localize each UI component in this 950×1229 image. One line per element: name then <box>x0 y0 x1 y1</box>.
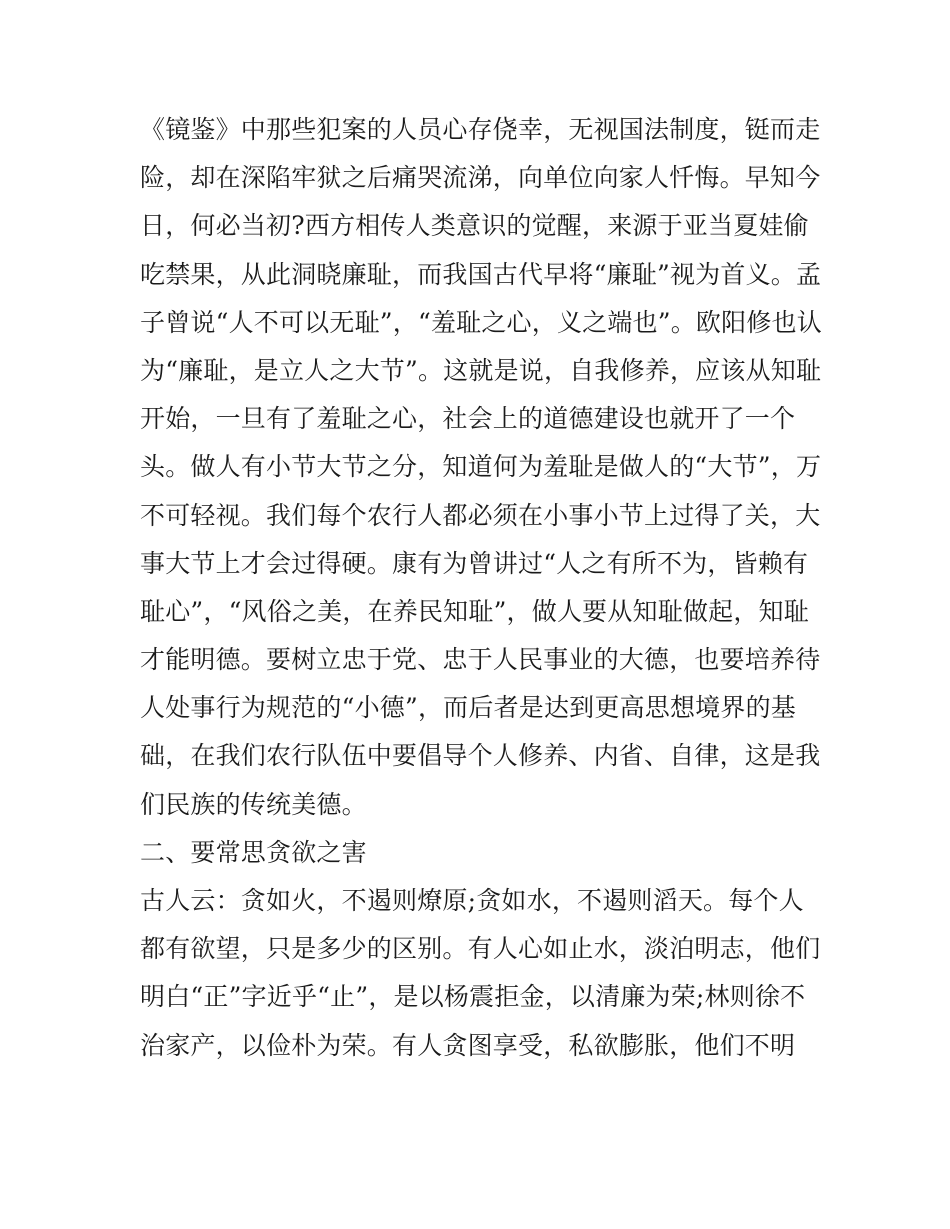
text-line: 《镜鉴》中那些犯案的人员心存侥幸，无视国法制度，铤而走 <box>140 115 821 144</box>
text-line: 险，却在深陷牢狱之后痛哭流涕，向单位向家人忏悔。早知今 <box>140 163 821 193</box>
text-line: 日，何必当初?西方相传人类意识的觉醒，来源于亚当夏娃偷 <box>140 211 809 241</box>
text-line: 耻心”，“风俗之美，在养民知耻”，做人要从知耻做起，知耻 <box>140 596 809 626</box>
text-line: 治家产，以俭朴为荣。有人贪图享受，私欲膨胀，他们不明 <box>140 1030 796 1060</box>
text-line: 事大节上才会过得硬。康有为曾讲过“人之有所不为，皆赖有 <box>140 548 809 578</box>
text-line: 开始，一旦有了羞耻之心，社会上的道德建设也就开了一个 <box>140 404 796 434</box>
text-line: 子曾说“人不可以无耻”，“羞耻之心，义之端也”。欧阳修也认 <box>140 307 822 337</box>
section-heading: 二、要常思贪欲之害 <box>140 837 367 867</box>
text-line: 为“廉耻，是立人之大节”。这就是说，自我修养，应该从知耻 <box>140 355 822 385</box>
text-line: 都有欲望，只是多少的区别。有人心如止水，淡泊明志，他们 <box>140 934 821 964</box>
body-text <box>140 106 830 1070</box>
text-line: 才能明德。要树立忠于党、忠于人民事业的大德，也要培养待 <box>140 645 821 675</box>
text-line: 古人云：贪如火，不遏则燎原;贪如水，不遏则滔天。每个人 <box>140 886 804 915</box>
text-line: 们民族的传统美德。 <box>140 789 367 819</box>
text-line: 头。做人有小节大节之分，知道何为羞耻是做人的“大节”，万 <box>140 452 822 482</box>
text-line: 明白“正”字近乎“止”，是以杨震拒金，以清廉为荣;林则徐不 <box>140 982 806 1012</box>
text-line: 础，在我们农行队伍中要倡导个人修养、内省、自律，这是我 <box>140 741 821 771</box>
text-line: 不可轻视。我们每个农行人都必须在小事小节上过得了关，大 <box>140 500 821 530</box>
text-line: 吃禁果，从此洞晓廉耻，而我国古代早将“廉耻”视为首义。孟 <box>140 259 822 289</box>
text-line: 人处事行为规范的“小德”，而后者是达到更高思想境界的基 <box>140 693 796 723</box>
